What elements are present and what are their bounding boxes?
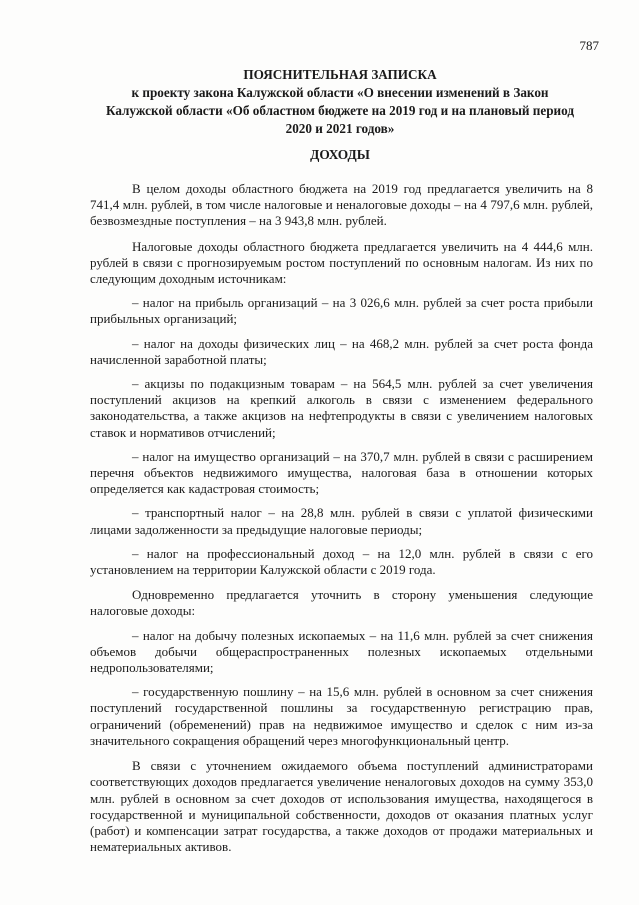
list-item-profit-tax: – налог на прибыль организаций – на 3 026,6 млн. рублей за счет роста прибыли прибыльных организаций; — [90, 295, 593, 327]
document-subtitle-line-1: к проекту закона Калужской области «О внесении изменений в Закон — [131, 85, 549, 100]
document-header — [90, 66, 590, 138]
page-number: 787 — [579, 38, 599, 53]
list-item-income-tax: – налог на доходы физических лиц – на 468,2 млн. рублей за счет роста фонда начисленной заработной платы; — [90, 335, 593, 367]
list-item-excise: – акцизы по подакцизным товарам – на 564,5 млн. рублей за счет увеличения поступлений акцизов на крепкий алкоголь в связи с изменением федерального законодательства, а также акцизов на нефтепродукты в связи с увеличением налоговых ставок и нормативов отчислений; — [90, 376, 593, 440]
paragraph-total-revenue: В целом доходы областного бюджета на 2019 год предлагается увеличить на 8 741,4 млн. рублей, в том числе налоговые и неналоговые доходы – на 4 797,6 млн. рублей, безвозмездные поступления – на 3 943,8 млн. рублей. — [90, 181, 593, 229]
list-item-property-tax: – налог на имущество организаций – на 370,7 млн. рублей в связи с расширением перечня объектов недвижимого имущества, налоговая база в отношении которых определяется как кадастровая стоимость; — [90, 448, 593, 497]
list-item-state-duty: – государственную пошлину – на 15,6 млн. рублей в основном за счет снижения поступлений государственной пошлины за государственную регистрацию прав, ограничений (обременений) прав на недвижимое имущество и сделок с ним из-за значительного сокращения обращений через многофункциональный центр. — [90, 684, 593, 748]
paragraph-tax-revenue: Налоговые доходы областного бюджета предлагается увеличить на 4 444,6 млн. рублей в связи с прогнозируемым ростом поступлений по основным налогам. Из них по следующим доходным источникам: — [90, 238, 593, 287]
paragraph-non-tax-revenue: В связи с уточнением ожидаемого объема поступлений администраторами соответствующих доходов предлагается увеличение неналоговых доходов на сумму 353,0 млн. рублей в основном за счет доходов от использования имущества, находящегося в государственной и муниципальной собственности, доходов от оказания платных услуг (работ) и компенсации затрат государства, а также доходов от продажи материальных и нематериальных активов. — [90, 758, 593, 855]
document-body — [90, 181, 593, 855]
document-subtitle-line-2: Калужской области «Об областном бюджете на 2019 год и на плановый период — [105, 103, 575, 118]
list-item-mineral-tax: – налог на добычу полезных ископаемых – на 11,6 млн. рублей за счет снижения объемов добычи общераспространенных полезных ископаемых отдельными недропользователями; — [90, 627, 593, 676]
document-title: ПОЯСНИТЕЛЬНАЯ ЗАПИСКА — [243, 67, 437, 82]
list-item-professional-income-tax: – налог на профессиональный доход – на 12,0 млн. рублей в связи с его установлением на территории Калужской области с 2019 года. — [90, 545, 593, 578]
section-title: ДОХОДЫ — [310, 147, 370, 162]
document-subtitle-line-3: 2020 и 2021 годов» — [285, 121, 395, 136]
paragraph-decrease: Одновременно предлагается уточнить в сторону уменьшения следующие налоговые доходы: — [90, 587, 593, 619]
list-item-transport-tax: – транспортный налог – на 28,8 млн. рублей в связи с уплатой физическими лицами задолженности за предыдущие налоговые периоды; — [90, 505, 593, 537]
